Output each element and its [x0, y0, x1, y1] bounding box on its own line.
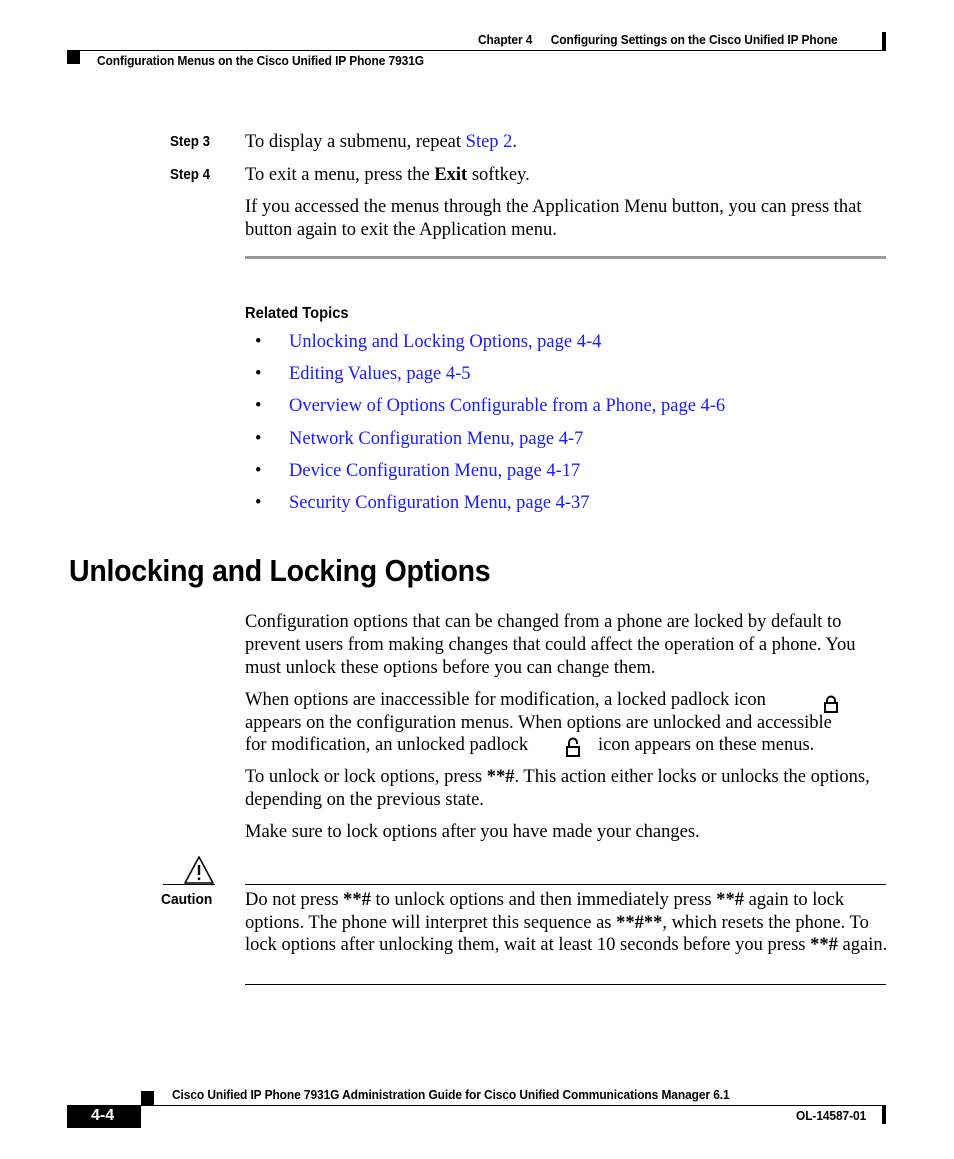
step3-text — [245, 131, 517, 154]
footer-left-block — [141, 1091, 154, 1105]
bullet: • — [255, 332, 262, 352]
exit-softkey-name: Exit — [434, 165, 468, 185]
section-paragraph-2-line-1 — [245, 689, 766, 712]
header-left-block — [67, 51, 80, 64]
bullet: • — [255, 429, 262, 449]
section-paragraph-1: Configuration options that can be changed from a phone are locked by default to prevent users from making changes that could affect the operation of a phone. You must unlock these options before you can change them. — [245, 612, 856, 678]
caution-text-2: to unlock options and then immediately press — [370, 890, 717, 910]
section-paragraph-2-line-2: appears on the configuration menus. When options are unlocked and accessible — [245, 713, 832, 733]
caution-key-1: **# — [343, 890, 371, 910]
unlocked-padlock-icon — [564, 737, 582, 762]
section-paragraph-2-line-3b: icon appears on these menus. — [598, 735, 815, 755]
step4-text-before: To exit a menu, press the — [245, 165, 435, 185]
caution-label: Caution — [161, 891, 213, 908]
p3-text-before: To unlock or lock options, press — [245, 767, 487, 787]
caution-text — [245, 889, 890, 957]
caution-key-4: **# — [810, 935, 838, 955]
header-rule — [67, 50, 886, 51]
caution-text-1: Do not press — [245, 890, 344, 910]
p3-text-after: . This action either locks or unlocks the options, depending on the previous state. — [245, 767, 870, 810]
section-paragraph-2-line-3a: for modification, an unlocked padlock — [245, 735, 529, 755]
chapter-label: Chapter 4 — [478, 32, 533, 47]
step2-link[interactable]: Step 2 — [465, 132, 513, 152]
step4-text-after: softkey. — [467, 165, 530, 185]
step3-label: Step 3 — [170, 134, 211, 150]
footer-rule — [67, 1105, 886, 1106]
header-chapter — [478, 32, 838, 47]
procedure-end-rule — [245, 256, 886, 259]
footer-right-bar — [882, 1106, 886, 1124]
step4-note: If you accessed the menus through the Application Menu button, you can press that button again to exit the Application menu. — [245, 197, 862, 240]
section-paragraph-3 — [245, 766, 885, 812]
link-security-configuration-menu[interactable]: Security Configuration Menu, page 4-37 — [289, 493, 590, 513]
caution-text-3: again to lock options. The phone will interpret this sequence as — [245, 890, 845, 933]
bullet: • — [255, 493, 262, 513]
caution-text-4: , which resets the phone. To lock options after unlocking them, wait at least 10 seconds before you press — [245, 912, 869, 955]
caution-key-3: **#** — [616, 912, 663, 933]
chapter-title: Configuring Settings on the Cisco Unified IP Phone — [550, 32, 838, 47]
bullet: • — [255, 461, 262, 481]
caution-key-2: **# — [716, 890, 744, 910]
section-paragraph-4: Make sure to lock options after you have made your changes. — [245, 822, 700, 842]
caution-text-5: again. — [837, 935, 888, 955]
footer-doc-number: OL-14587-01 — [796, 1108, 867, 1123]
caution-top-rule — [245, 884, 886, 885]
link-network-configuration-menu[interactable]: Network Configuration Menu, page 4-7 — [289, 429, 584, 449]
section-title: Unlocking and Locking Options — [69, 553, 491, 588]
related-topics-heading: Related Topics — [245, 305, 349, 322]
bullet: • — [255, 396, 262, 416]
page-number: 4-4 — [91, 1107, 115, 1124]
header-section: Configuration Menus on the Cisco Unified IP Phone 7931G — [97, 53, 424, 68]
footer-doc-title: Cisco Unified IP Phone 7931G Administration Guide for Cisco Unified Communications Manager 6.1 — [172, 1087, 730, 1102]
step4-text — [245, 164, 530, 187]
bullet: • — [255, 364, 262, 384]
header-right-bar — [882, 32, 886, 50]
link-unlocking-locking-options[interactable]: Unlocking and Locking Options, page 4-4 — [289, 332, 602, 352]
caution-icon-rule — [163, 884, 215, 885]
link-device-configuration-menu[interactable]: Device Configuration Menu, page 4-17 — [289, 461, 581, 481]
key-sequence: **# — [486, 767, 515, 787]
related-topics-list — [245, 331, 865, 521]
caution-bottom-rule — [245, 984, 886, 985]
step4-label: Step 4 — [170, 167, 211, 183]
p2-text-1: When options are inaccessible for modification, a locked padlock icon — [245, 690, 766, 710]
link-editing-values[interactable]: Editing Values, page 4-5 — [289, 364, 471, 384]
step3-text-after: . — [512, 132, 518, 152]
step3-text-before: To display a submenu, repeat — [245, 132, 466, 152]
link-overview-options[interactable]: Overview of Options Configurable from a Phone, page 4-6 — [289, 396, 726, 416]
